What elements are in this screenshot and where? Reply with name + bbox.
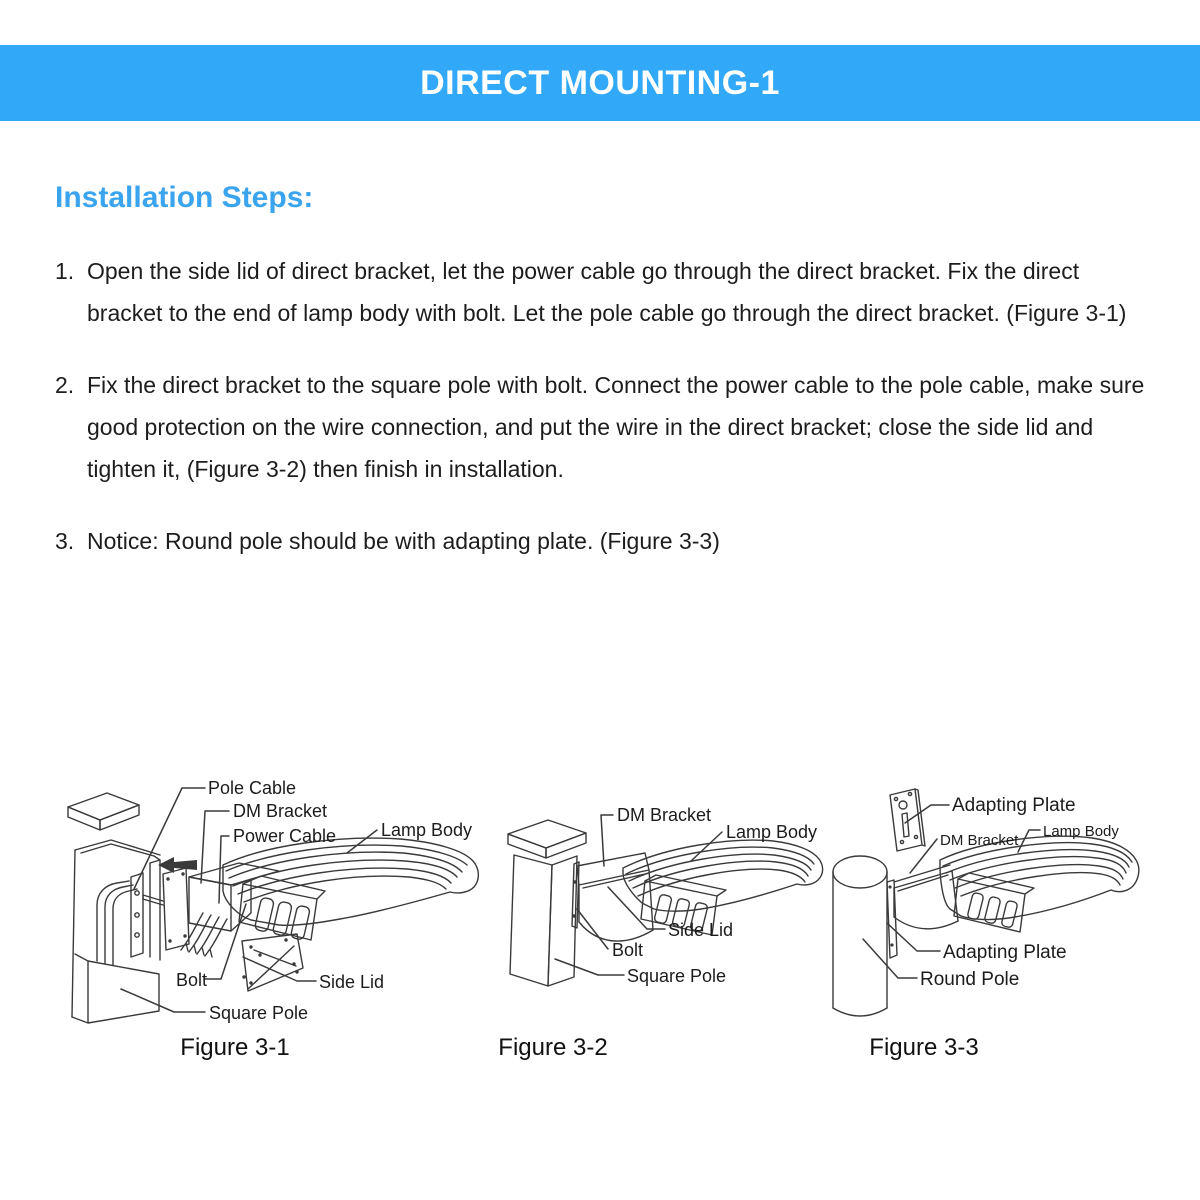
figure-3-2-drawing bbox=[505, 790, 835, 1030]
side-lid bbox=[242, 934, 303, 991]
step-2-text: Fix the direct bracket to the square pole with bolt. Connect the power cable to the pole cable, make sure good protection on the wire connection, and put the wire in the direct bracket; close the side lid and tighten it, (Figure 3-2) then finish in installation. bbox=[87, 372, 1145, 482]
banner bbox=[0, 45, 1200, 121]
step-3 bbox=[55, 520, 1147, 562]
label-dm-bracket: DM Bracket bbox=[617, 805, 712, 825]
label-dm-bracket: DM Bracket bbox=[233, 801, 328, 821]
step-3-text: Notice: Round pole should be with adapting plate. (Figure 3-3) bbox=[87, 528, 720, 554]
round-pole bbox=[833, 856, 887, 1016]
figure-3-1-caption: Figure 3-1 bbox=[180, 1034, 290, 1061]
step-2 bbox=[55, 364, 1147, 490]
step-1-number: 1. bbox=[55, 258, 75, 284]
label-side-lid: Side Lid bbox=[319, 972, 385, 992]
label-round-pole: Round Pole bbox=[920, 969, 1020, 990]
adapting-plate-floating bbox=[890, 789, 925, 851]
label-power-cable: Power Cable bbox=[233, 826, 337, 846]
figure-3-2-caption: Figure 3-2 bbox=[498, 1034, 608, 1061]
lamp-body bbox=[940, 836, 1139, 932]
figure-3-3-caption: Figure 3-3 bbox=[869, 1034, 979, 1061]
figure-3-3-diagram bbox=[830, 775, 1165, 1025]
square-pole bbox=[508, 820, 586, 986]
figure-3-3-drawing bbox=[830, 775, 1165, 1025]
label-square-pole: Square Pole bbox=[627, 966, 727, 986]
figure-3-1-drawing bbox=[55, 765, 495, 1035]
square-pole bbox=[72, 840, 160, 1023]
step-1 bbox=[55, 250, 1147, 334]
adapting-plate-mounted bbox=[887, 880, 897, 958]
mounting-plate bbox=[163, 868, 189, 950]
label-adapting-plate-top: Adapting Plate bbox=[952, 795, 1076, 816]
banner-title: DIRECT MOUNTING-1 bbox=[420, 63, 780, 102]
label-bolt: Bolt bbox=[612, 940, 644, 960]
label-side-lid: Side Lid bbox=[668, 920, 734, 940]
label-dm-bracket: DM Bracket bbox=[940, 832, 1019, 849]
label-bolt: Bolt bbox=[176, 970, 208, 990]
label-pole-cable: Pole Cable bbox=[208, 778, 297, 798]
figure-3-2-diagram bbox=[505, 790, 835, 1030]
label-lamp-body: Lamp Body bbox=[726, 822, 818, 842]
label-square-pole: Square Pole bbox=[209, 1003, 309, 1023]
lamp-body bbox=[223, 838, 478, 940]
step-3-number: 3. bbox=[55, 528, 75, 554]
steps-list bbox=[55, 250, 1147, 592]
dm-bracket bbox=[894, 865, 958, 929]
figure-3-1-diagram bbox=[55, 765, 495, 1035]
step-2-number: 2. bbox=[55, 372, 75, 398]
installation-steps-heading: Installation Steps: bbox=[55, 181, 314, 214]
label-lamp-body: Lamp Body bbox=[1043, 823, 1119, 840]
label-adapting-plate-bottom: Adapting Plate bbox=[943, 942, 1067, 963]
pole-cap bbox=[68, 793, 139, 830]
dm-bracket bbox=[577, 853, 653, 941]
step-1-text: Open the side lid of direct bracket, let the power cable go through the direct bracket. Fix the direct bracket to the end of lamp body with bolt. Let the pole cable go through the direct bracket. (Figure 3-1) bbox=[87, 258, 1127, 326]
label-lamp-body: Lamp Body bbox=[381, 820, 473, 840]
